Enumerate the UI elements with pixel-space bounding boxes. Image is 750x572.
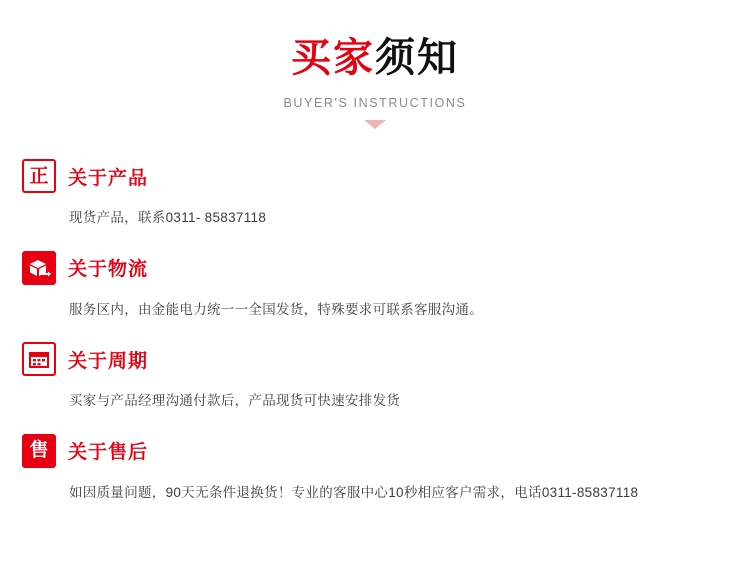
product-box-icon xyxy=(22,159,56,193)
section-product xyxy=(22,159,728,229)
calendar-icon xyxy=(22,342,56,376)
delivery-truck-icon-svg xyxy=(27,258,51,278)
section-product-title: 关于产品 xyxy=(68,167,149,189)
section-cycle xyxy=(22,342,728,412)
product-box-icon-glyph: 正 xyxy=(29,165,49,187)
page-header xyxy=(0,0,750,129)
section-after-sales xyxy=(22,434,728,504)
section-product-head xyxy=(22,159,728,193)
after-sales-icon-glyph: 售 xyxy=(29,440,49,462)
section-logistics-body: 服务区内，由金能电力统一一全国发货，特殊要求可联系客服沟通。 xyxy=(69,301,483,317)
section-after-sales-head xyxy=(22,434,728,468)
delivery-truck-icon xyxy=(22,251,56,285)
calendar-icon-svg xyxy=(29,350,49,368)
section-after-sales-title: 关于售后 xyxy=(68,442,149,464)
sections-list xyxy=(0,159,750,503)
section-after-sales-body: 如因质量问题，90天无条件退换货！专业的客服中心10秒相应客户需求，电话0311-85837118 xyxy=(69,484,639,500)
page-title-highlight: 买家 xyxy=(291,36,375,80)
section-cycle-head xyxy=(22,342,728,376)
section-logistics-title: 关于物流 xyxy=(68,259,149,281)
section-cycle-body: 买家与产品经理沟通付款后，产品现货可快速安排发货 xyxy=(69,393,401,409)
section-logistics xyxy=(22,251,728,321)
page-title-rest: 须知 xyxy=(375,36,459,80)
section-cycle-title: 关于周期 xyxy=(68,350,149,372)
after-sales-icon xyxy=(22,434,56,468)
caret-down-icon xyxy=(364,120,386,129)
section-logistics-head xyxy=(22,251,728,285)
page-title xyxy=(0,34,750,82)
section-product-body: 现货产品，联系0311- 85837118 xyxy=(69,210,267,225)
page-subtitle: BUYER'S INSTRUCTIONS xyxy=(283,96,467,110)
